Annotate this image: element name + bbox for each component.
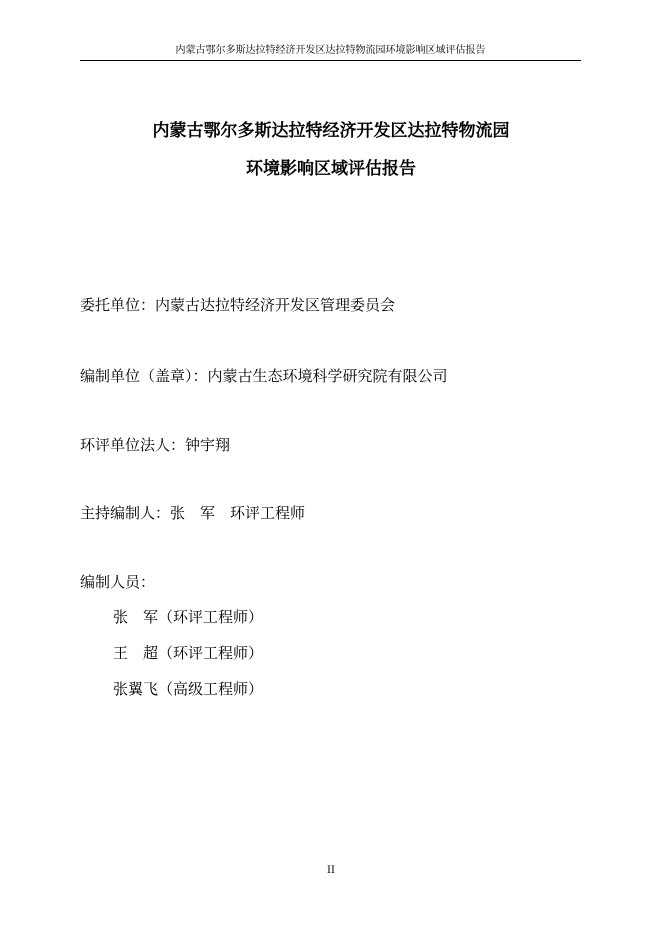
legal-representative-line: 环评单位法人：钟宇翔 xyxy=(80,436,231,454)
staff-member: 张翼飞（高级工程师） xyxy=(113,680,264,698)
preparer-unit-line: 编制单位（盖章）：内蒙古生态环境科学研究院有限公司 xyxy=(80,367,448,385)
page-number: II xyxy=(327,865,335,876)
header-divider xyxy=(80,60,581,61)
client-unit-line: 委托单位：内蒙古达拉特经济开发区管理委员会 xyxy=(80,296,396,314)
running-header: 内蒙古鄂尔多斯达拉特经济开发区达拉特物流园环境影响区域评估报告 xyxy=(175,45,486,56)
staff-label: 编制人员： xyxy=(80,573,156,591)
report-title-line-1: 内蒙古鄂尔多斯达拉特经济开发区达拉特物流园 xyxy=(152,121,510,141)
staff-member: 张 军（环评工程师） xyxy=(113,608,264,626)
staff-member: 王 超（环评工程师） xyxy=(113,644,264,662)
staff-list xyxy=(113,607,263,715)
report-title-line-2: 环境影响区域评估报告 xyxy=(246,159,416,179)
chief-editor-line: 主持编制人：张 军 环评工程师 xyxy=(80,504,306,522)
